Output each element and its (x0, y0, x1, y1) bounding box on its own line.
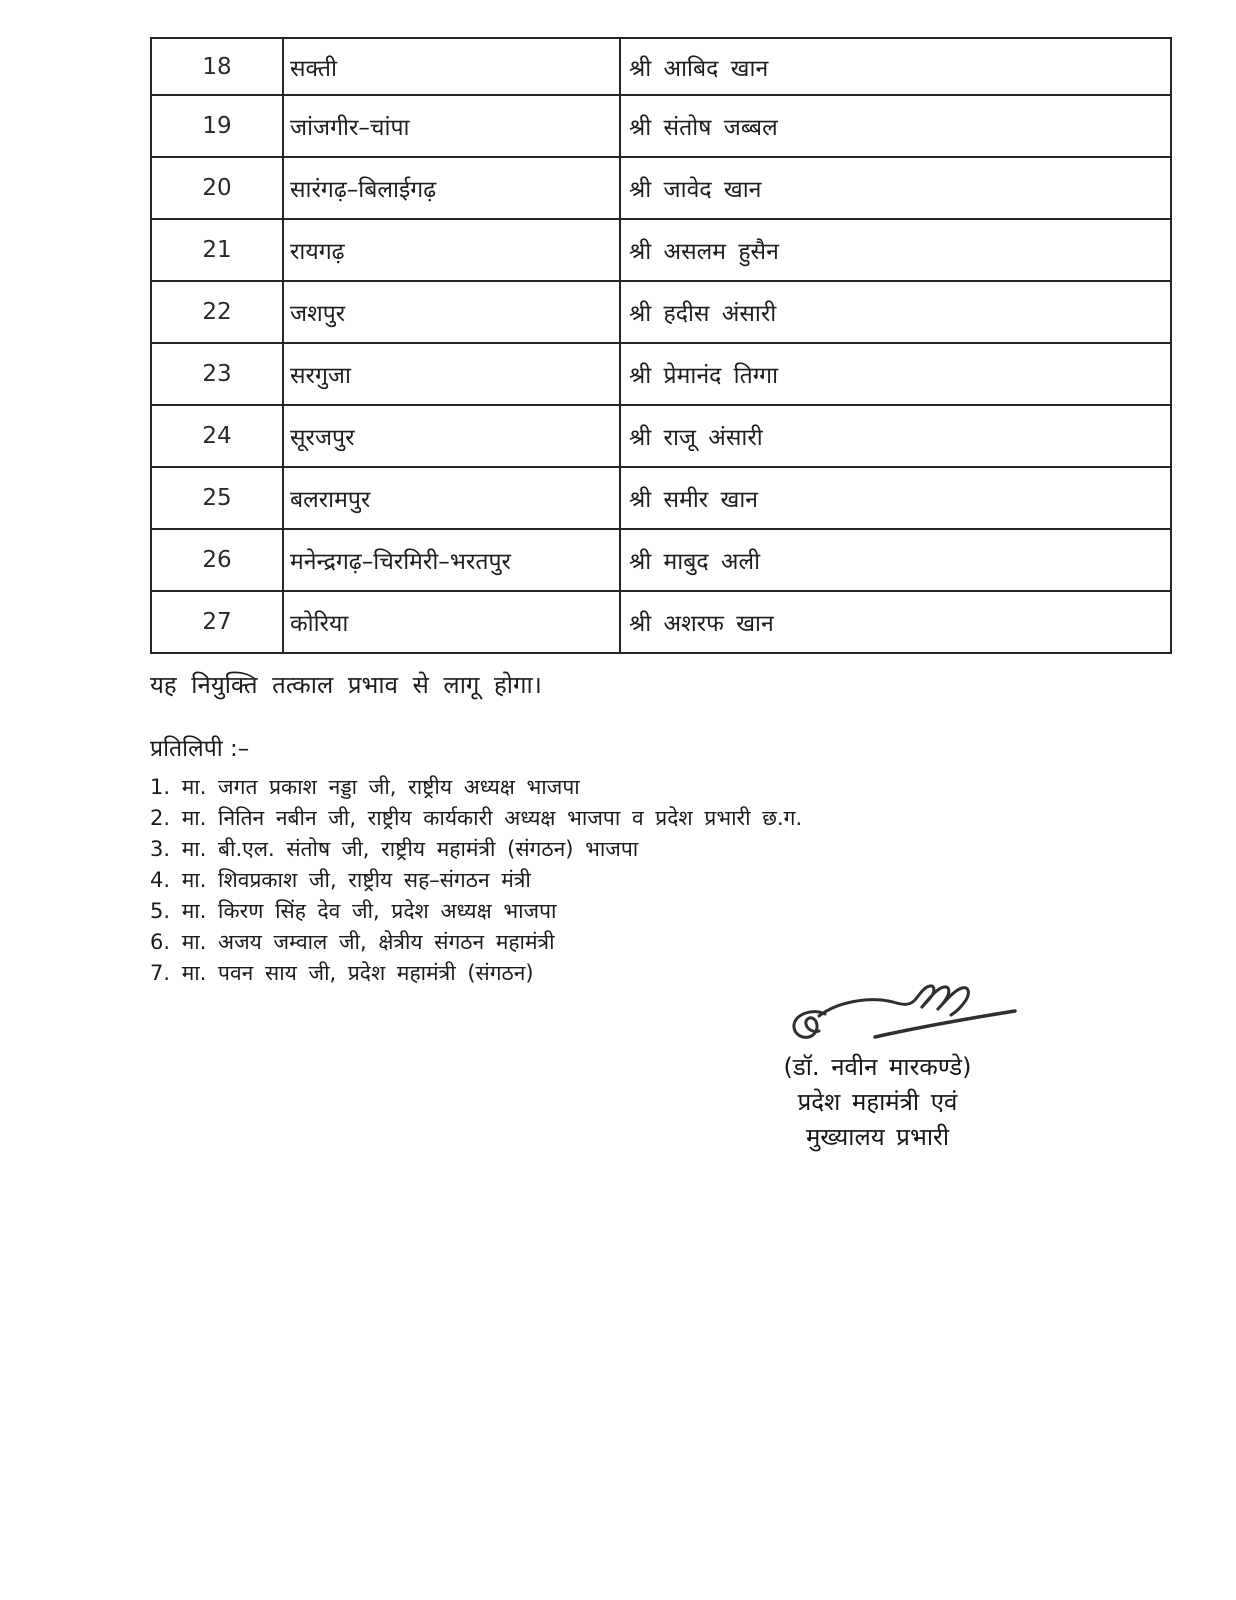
serial-number: 27 (151, 591, 283, 653)
appointee-name: श्री हदीस अंसारी (620, 281, 1171, 343)
appointee-name: श्री जावेद खान (620, 157, 1171, 219)
appointee-name: श्री समीर खान (620, 467, 1171, 529)
appointee-name: श्री संतोष जब्बल (620, 95, 1171, 157)
table-row (151, 95, 1171, 157)
serial-number: 22 (151, 281, 283, 343)
copy-item: 7. मा. पवन साय जी, प्रदेश महामंत्री (संगठन) (150, 961, 534, 985)
copy-item: 2. मा. नितिन नबीन जी, राष्ट्रीय कार्यकारी अध्यक्ष भाजपा व प्रदेश प्रभारी छ.ग. (150, 806, 803, 830)
appointee-name: श्री असलम हुसैन (620, 219, 1171, 281)
table-row (151, 405, 1171, 467)
constituency-name: जशपुर (283, 281, 620, 343)
serial-number: 20 (151, 157, 283, 219)
appointee-name: श्री माबुद अली (620, 529, 1171, 591)
signatory-title-line1: प्रदेश महामंत्री एवं (797, 1088, 958, 1116)
copy-item: 5. मा. किरण सिंह देव जी, प्रदेश अध्यक्ष भाजपा (150, 899, 557, 923)
appointee-name: श्री अशरफ खान (620, 591, 1171, 653)
appointee-name: श्री आबिद खान (620, 38, 1171, 95)
appointee-name: श्री राजू अंसारी (620, 405, 1171, 467)
signatory-block (745, 1050, 1010, 1155)
constituency-name: रायगढ़ (283, 219, 620, 281)
copy-item: 3. मा. बी.एल. संतोष जी, राष्ट्रीय महामंत्री (संगठन) भाजपा (150, 837, 639, 861)
constituency-name: बलरामपुर (283, 467, 620, 529)
copy-item: 4. मा. शिवप्रकाश जी, राष्ट्रीय सह–संगठन मंत्री (150, 868, 531, 892)
signature-image (785, 978, 1020, 1050)
constituency-name: जांजगीर–चांपा (283, 95, 620, 157)
constituency-name: सरगुजा (283, 343, 620, 405)
signatory-name: (डॉ. नवीन मारकण्डे) (783, 1053, 972, 1081)
constituency-name: मनेन्द्रगढ़–चिरमिरी–भरतपुर (283, 529, 620, 591)
table-row (151, 343, 1171, 405)
constituency-name: सूरजपुर (283, 405, 620, 467)
serial-number: 24 (151, 405, 283, 467)
appointee-name: श्री प्रेमानंद तिग्गा (620, 343, 1171, 405)
table-row (151, 467, 1171, 529)
table-row (151, 219, 1171, 281)
table-row (151, 281, 1171, 343)
serial-number: 26 (151, 529, 283, 591)
serial-number: 25 (151, 467, 283, 529)
table-row (151, 591, 1171, 653)
copy-item: 1. मा. जगत प्रकाश नड्डा जी, राष्ट्रीय अध्यक्ष भाजपा (150, 775, 580, 799)
table-row (151, 157, 1171, 219)
copy-item: 6. मा. अजय जम्वाल जी, क्षेत्रीय संगठन महामंत्री (150, 930, 555, 954)
serial-number: 23 (151, 343, 283, 405)
serial-number: 18 (151, 38, 283, 95)
table-row (151, 529, 1171, 591)
constituency-name: सक्ती (283, 38, 620, 95)
serial-number: 19 (151, 95, 283, 157)
appointments-table (150, 37, 1172, 654)
serial-number: 21 (151, 219, 283, 281)
constituency-name: कोरिया (283, 591, 620, 653)
constituency-name: सारंगढ़–बिलाईगढ़ (283, 157, 620, 219)
copies-heading: प्रतिलिपी :– (150, 736, 250, 762)
table-row (151, 38, 1171, 95)
effective-note: यह नियुक्ति तत्काल प्रभाव से लागू होगा। (150, 671, 542, 699)
signatory-title-line2: मुख्यालय प्रभारी (805, 1123, 950, 1151)
copies-block (150, 731, 1130, 989)
